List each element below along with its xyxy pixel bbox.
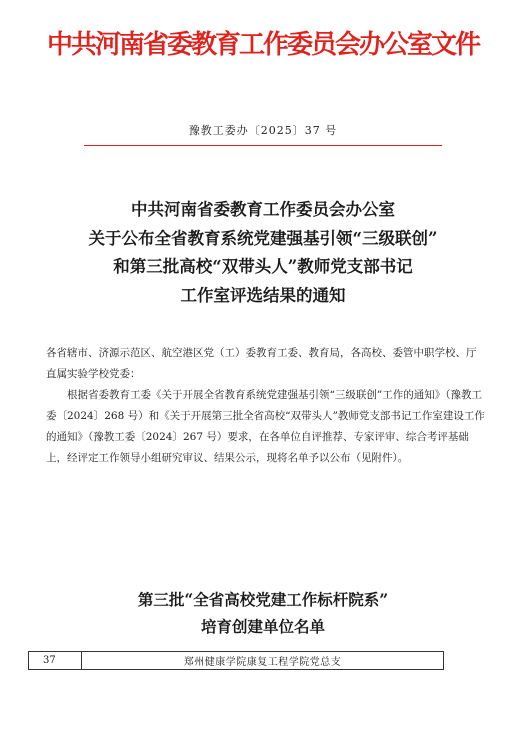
addressee: 各省辖市、济源示范区、航空港区党（工）委教育工委、教育局，各高校、委管中职学校、厅直属实验学校党委： (46, 347, 477, 380)
unit-name: 郑州健康学院康复工程学院党总支 (82, 652, 444, 670)
notice-title-line: 和第三批高校“双带头人”教师党支部书记 (113, 257, 413, 276)
notice-title-line: 关于公布全省教育系统党建强基引领“三级联创” (88, 228, 438, 248)
annex-title (40, 586, 486, 640)
annex-title-line: 培育创建单位名单 (200, 617, 325, 636)
document-number: 豫教工委办〔2025〕37 号 (188, 124, 338, 137)
unit-table (28, 651, 444, 670)
notice-title-line: 工作室评选结果的通知 (180, 285, 346, 305)
notice-body (46, 343, 486, 469)
red-divider (84, 145, 442, 146)
notice-title (40, 196, 486, 310)
row-number: 37 (29, 652, 82, 670)
letterhead-title: 中共河南省委教育工作委员会办公室文件 (46, 30, 479, 60)
notice-title-line: 中共河南省委教育工作委员会办公室 (131, 200, 395, 219)
table-row (29, 652, 444, 670)
annex-title-line: 第三批“全省高校党建工作标杆院系” (137, 590, 389, 609)
body-paragraph: 根据省委教育工委《关于开展全省教育系统党建强基引领“三级联创”工作的通知》（豫教工委〔2024〕268 号）和《关于开展第三批全省高校“双带头人”教师党支部书记工作室建设工作的通知》（豫教工委〔2024〕267 号）要求，在各单位自评推荐、专家评审、综合考评基础上，经评定工作领导小组研究审议、结果公示，现将名单予以公布（见附件）。 (46, 389, 485, 464)
